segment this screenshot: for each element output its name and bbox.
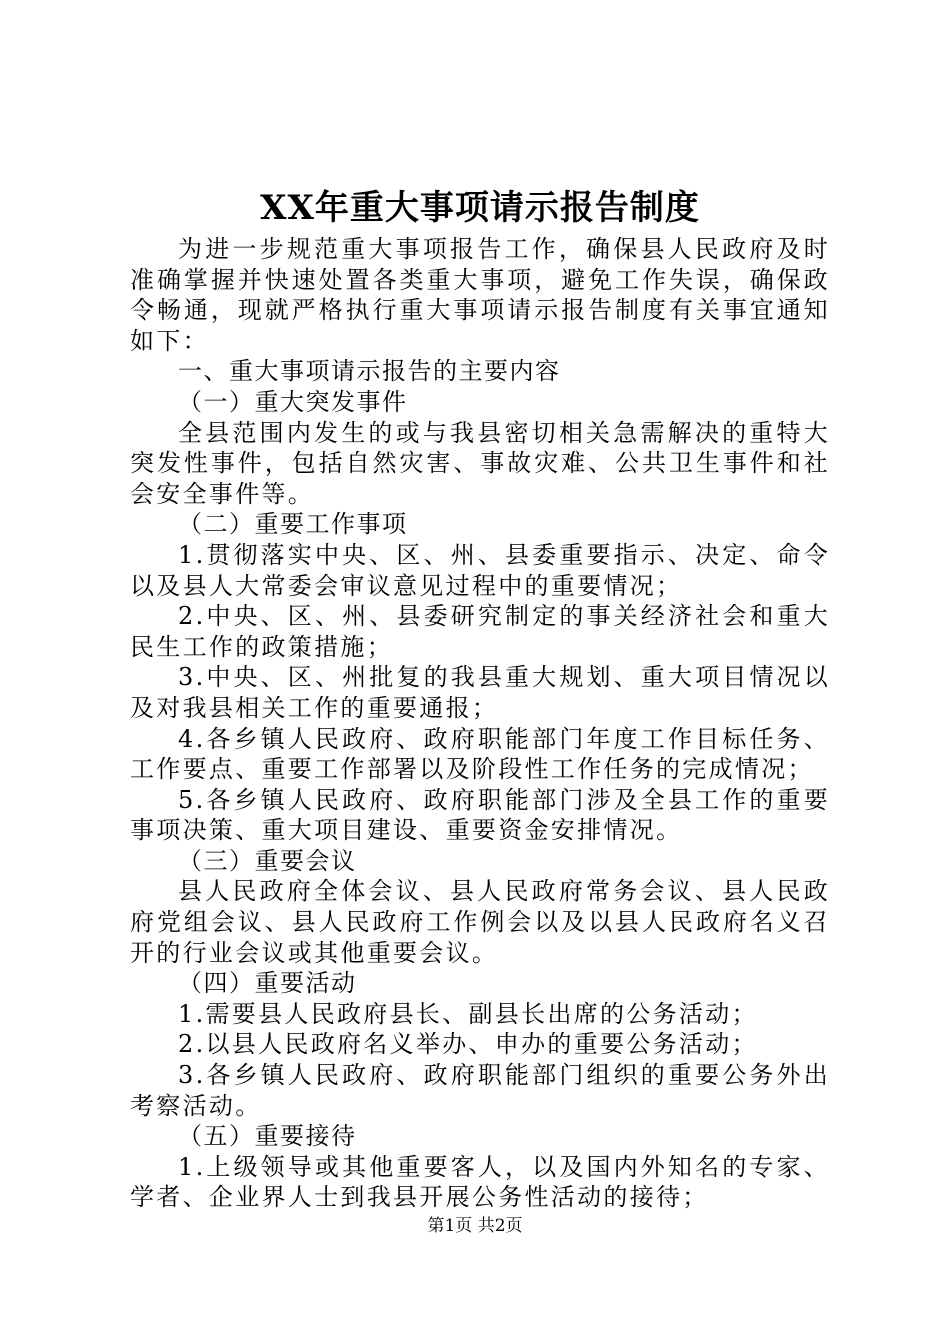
paragraph-intro: 为进一步规范重大事项报告工作，确保县人民政府及时准确掌握并快速处置各类重大事项，避免工作失误，确保政令畅通，现就严格执行重大事项请示报告制度有关事宜通知如下： [130,235,830,355]
subheading-receptions: （五）重要接待 [178,1122,357,1151]
list-item-reception-1: 1.上级领导或其他重要客人，以及国内外知名的专家、学者、企业界人士到我县开展公务性活动的接待； [130,1152,830,1212]
document-title: XX年重大事项请示报告制度 [260,188,700,228]
list-item-work-5: 5.各乡镇人民政府、政府职能部门涉及全县工作的重要事项决策、重大项目建设、重要资金安排情况。 [130,785,830,845]
list-item-work-4: 4.各乡镇人民政府、政府职能部门年度工作目标任务、工作要点、重要工作部署以及阶段性工作任务的完成情况； [130,724,830,784]
paragraph-emergencies: 全县范围内发生的或与我县密切相关急需解决的重特大突发性事件，包括自然灾害、事故灾难、公共卫生事件和社会安全事件等。 [130,418,830,508]
paragraph-meetings: 县人民政府全体会议、县人民政府常务会议、县人民政府党组会议、县人民政府工作例会以及以县人民政府名义召开的行业会议或其他重要会议。 [130,877,830,967]
subheading-meetings: （三）重要会议 [178,846,357,875]
subheading-emergencies: （一）重大突发事件 [178,387,408,416]
list-item-activity-2: 2.以县人民政府名义举办、申办的重要公务活动； [178,1030,758,1059]
subheading-activities: （四）重要活动 [178,969,357,998]
list-item-work-3: 3.中央、区、州批复的我县重大规划、重大项目情况以及对我县相关工作的重要通报； [130,663,830,722]
list-item-activity-3: 3.各乡镇人民政府、政府职能部门组织的重要公务外出考察活动。 [130,1061,830,1120]
page-footer: 第1页 共2页 [427,1216,523,1236]
subheading-work-items: （二）重要工作事项 [178,510,408,539]
list-item-work-2: 2.中央、区、州、县委研究制定的事关经济社会和重大民生工作的政策措施； [130,602,830,661]
document-page [130,186,830,1213]
list-item-activity-1: 1.需要县人民政府县长、副县长出席的公务活动； [178,999,758,1028]
section-heading-main-content: 一、重大事项请示报告的主要内容 [178,357,561,386]
list-item-work-1: 1.贯彻落实中央、区、州、县委重要指示、决定、命令以及县人大常委会审议意见过程中的重要情况； [130,540,830,600]
